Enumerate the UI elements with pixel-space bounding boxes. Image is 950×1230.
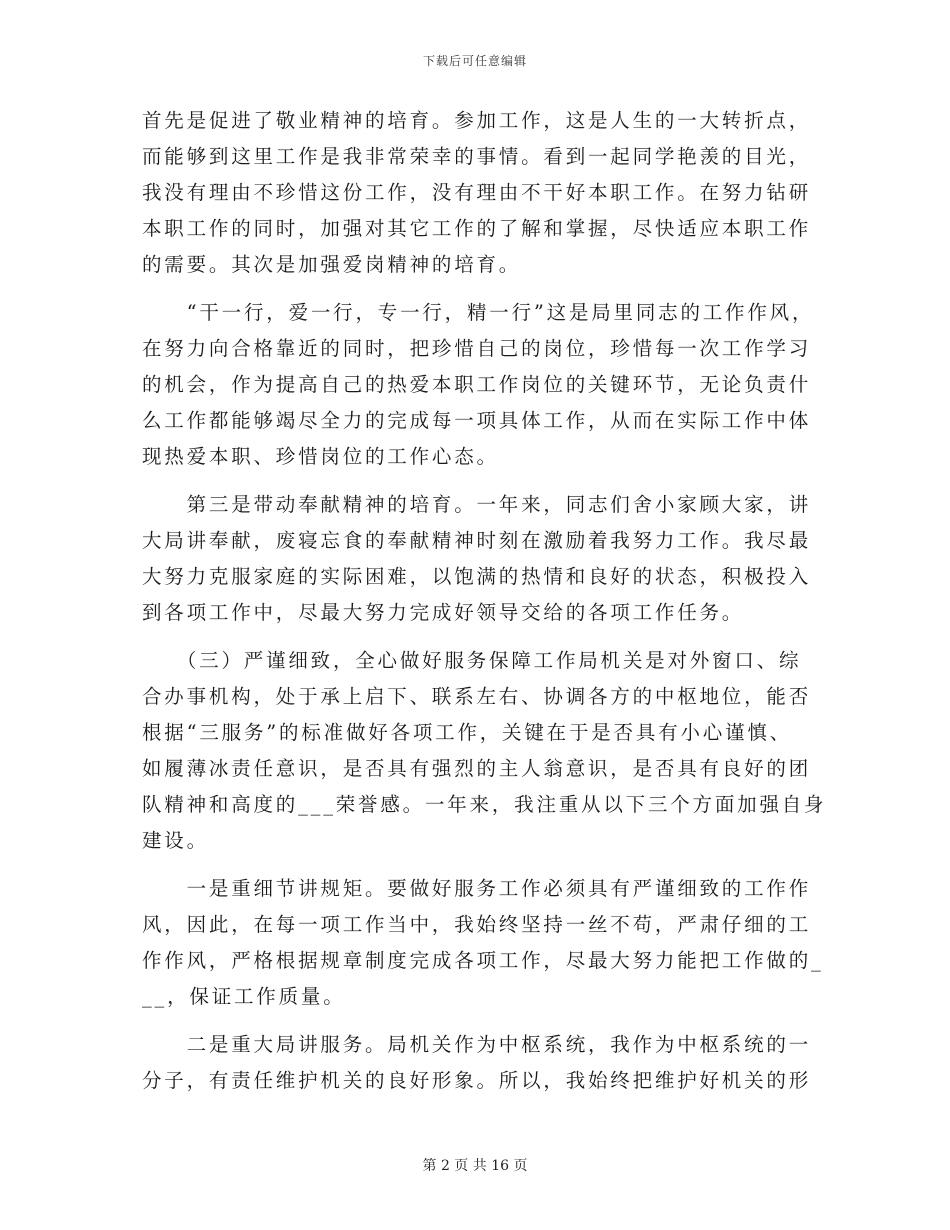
text-line: “干一行，爱一行，专一行，精一行”这是局里同志的工作作风，	[142, 301, 815, 324]
text-line: 大局讲奉献，废寝忘食的奉献精神时刻在激励着我努力工作。我尽最	[142, 529, 812, 552]
text-line: 二是重大局讲服务。局机关作为中枢系统，我作为中枢系统的一	[142, 1033, 812, 1056]
text-line: 风，因此，在每一项工作当中，我始终坚持一丝不苟，严肃仔细的工	[142, 913, 812, 936]
paragraph	[142, 487, 814, 631]
text-line: （三）严谨细致，全心做好服务保障工作局机关是对外窗口、综	[142, 649, 802, 672]
page-footer: 第 2 页 共 16 页	[422, 1158, 528, 1174]
text-line: 建设。	[142, 829, 209, 852]
text-line: 到各项工作中，尽最大努力完成好领导交给的各项工作任务。	[142, 601, 745, 624]
text-line: 我没有理由不珍惜这份工作，没有理由不干好本职工作。在努力钻研	[142, 181, 812, 204]
text-line: 大努力克服家庭的实际困难，以饱满的热情和良好的状态，积极投入	[142, 565, 812, 588]
paragraph	[142, 1027, 814, 1099]
paragraph	[142, 871, 824, 1015]
text-line: 么工作都能够竭尽全力的完成每一项具体工作，从而在实际工作中体	[142, 409, 812, 432]
text-line: 的需要。其次是加强爱岗精神的培育。	[142, 253, 522, 276]
page-header: 下载后可任意编辑	[422, 54, 527, 68]
paragraph	[142, 295, 814, 475]
text-line: 而能够到这里工作是我非常荣幸的事情。看到一起同学艳羡的目光，	[142, 145, 812, 168]
text-line: 本职工作的同时，加强对其它工作的了解和掌握，尽快适应本职工作	[142, 217, 812, 240]
document-body	[142, 103, 827, 1099]
text-line: 在努力向合格靠近的同时，把珍惜自己的岗位，珍惜每一次工作学习	[142, 337, 812, 360]
text-line: __，保证工作质量。	[142, 985, 346, 1008]
text-line: 首先是促进了敬业精神的培育。参加工作，这是人生的一大转折点，	[142, 109, 812, 132]
paragraph	[142, 643, 827, 859]
text-line: 队精神和高度的___荣誉感。一年来，我注重从以下三个方面加强自身	[142, 793, 827, 816]
text-line: 现热爱本职、珍惜岗位的工作心态。	[142, 445, 499, 468]
text-line: 作作风，严格根据规章制度完成各项工作，尽最大努力能把工作做的_	[142, 949, 824, 972]
text-line: 第三是带动奉献精神的培育。一年来，同志们舍小家顾大家，讲	[142, 493, 812, 516]
text-line: 的机会，作为提高自己的热爱本职工作岗位的关键环节，无论负责什	[142, 373, 812, 396]
text-line: 分子，有责任维护机关的良好形象。所以，我始终把维护好机关的形	[142, 1069, 812, 1092]
paragraph	[142, 103, 814, 283]
text-line: 如履薄冰责任意识，是否具有强烈的主人翁意识，是否具有良好的团	[142, 757, 812, 780]
text-line: 一是重细节讲规矩。要做好服务工作必须具有严谨细致的工作作	[142, 877, 812, 900]
text-line: 根据“三服务”的标准做好各项工作，关键在于是否具有小心谨慎、	[142, 721, 792, 744]
text-line: 合办事机构，处于承上启下、联系左右、协调各方的中枢地位，能否	[142, 685, 812, 708]
